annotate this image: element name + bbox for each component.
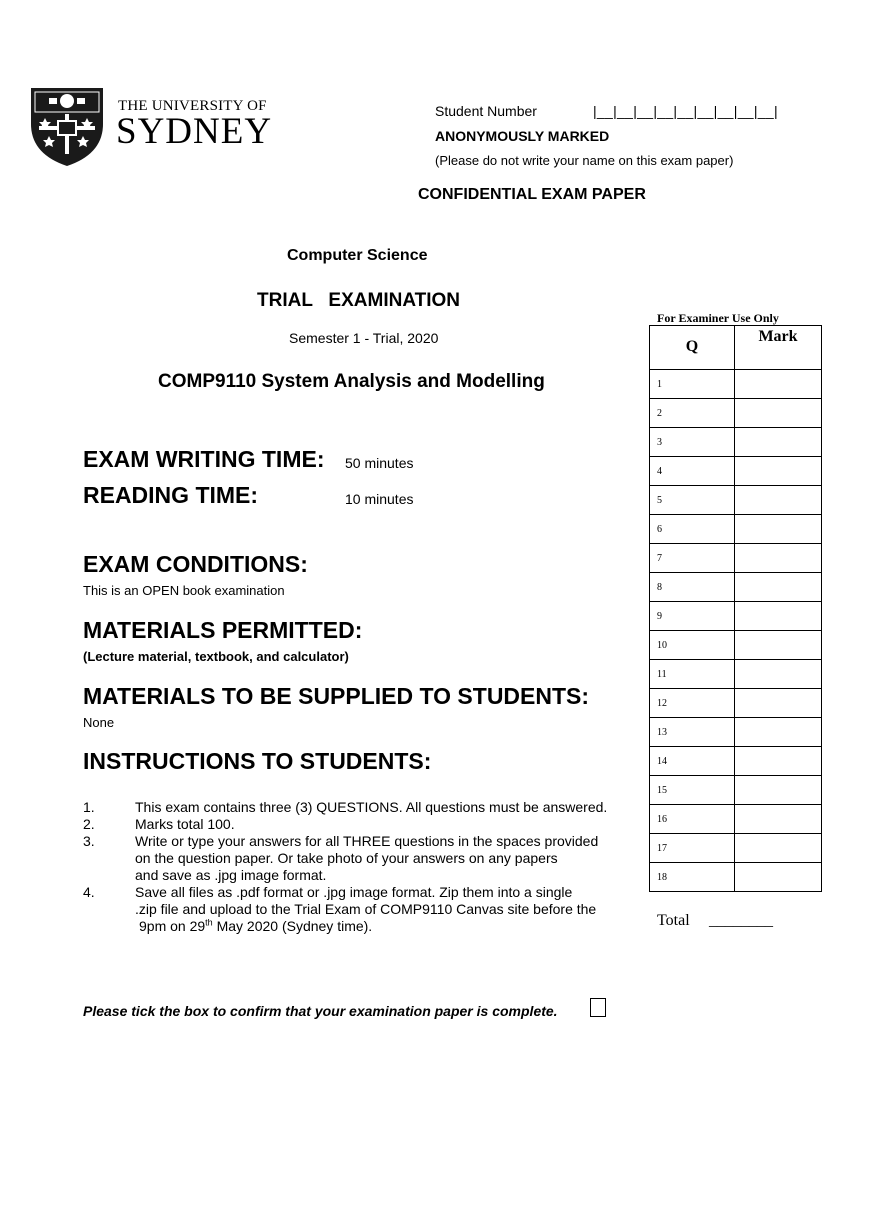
instruction-number: 3. [83,833,95,849]
question-number-cell: 16 [650,805,735,834]
instruction-number: 1. [83,799,95,815]
mark-cell[interactable] [735,602,822,631]
materials-permitted-heading: MATERIALS PERMITTED: [83,617,363,643]
mark-cell[interactable] [735,486,822,515]
mark-cell[interactable] [735,631,822,660]
table-row [650,428,822,457]
writing-time-value: 50 minutes [345,455,414,471]
instruction-line: and save as .jpg image format. [135,867,327,883]
conditions-text: This is an OPEN book examination [83,583,285,598]
logo-line-1: THE UNIVERSITY OF [118,98,267,114]
mark-cell[interactable] [735,863,822,892]
mark-cell[interactable] [735,370,822,399]
question-number-cell: 1 [650,370,735,399]
reading-time-label: READING TIME: [83,482,259,508]
deadline-post: May 2020 (Sydney time). [212,918,373,934]
table-row [650,544,822,573]
question-number-cell: 3 [650,428,735,457]
mark-cell[interactable] [735,399,822,428]
mark-cell[interactable] [735,776,822,805]
question-number-cell: 11 [650,660,735,689]
table-row [650,370,822,399]
instruction-line: on the question paper. Or take photo of your answers on any papers [135,850,558,866]
mark-cell[interactable] [735,515,822,544]
table-row [650,863,822,892]
question-number-cell: 6 [650,515,735,544]
mark-cell[interactable] [735,747,822,776]
mark-cell[interactable] [735,544,822,573]
total-blank[interactable]: ________ [709,912,773,929]
university-logo [27,84,273,168]
table-row [650,399,822,428]
table-row [650,602,822,631]
instruction-item [83,799,607,816]
student-number-label: Student Number [435,103,537,119]
exam-type: TRIAL EXAMINATION [257,290,461,311]
mark-cell[interactable] [735,428,822,457]
instruction-line: This exam contains three (3) QUESTIONS. All questions must be answered. [135,799,608,815]
logo-line-2: SYDNEY [116,111,273,152]
instruction-item [83,816,607,833]
table-row [650,457,822,486]
question-number-cell: 14 [650,747,735,776]
instruction-line [135,918,607,935]
mark-cell[interactable] [735,834,822,863]
table-row [650,689,822,718]
instruction-line: Save all files as .pdf format or .jpg image format. Zip them into a single [135,884,573,900]
mark-cell[interactable] [735,660,822,689]
confirm-text: Please tick the box to confirm that your examination paper is complete. [83,1003,558,1019]
examiner-caption: For Examiner Use Only [657,311,779,325]
mark-cell[interactable] [735,689,822,718]
total-label: Total [657,912,690,929]
table-row [650,834,822,863]
mark-cell[interactable] [735,718,822,747]
question-number-cell: 7 [650,544,735,573]
question-number-cell: 10 [650,631,735,660]
question-number-cell: 9 [650,602,735,631]
course-title: COMP9110 System Analysis and Modelling [158,371,545,392]
semester: Semester 1 - Trial, 2020 [289,330,439,346]
mark-cell[interactable] [735,573,822,602]
materials-permitted-text: (Lecture material, textbook, and calculator) [83,649,349,664]
anonymous-note: (Please do not write your name on this exam paper) [435,153,734,168]
question-number-cell: 18 [650,863,735,892]
instruction-line: .zip file and upload to the Trial Exam of COMP9110 Canvas site before the [135,901,597,917]
table-row [650,747,822,776]
mark-cell[interactable] [735,457,822,486]
materials-supplied-text: None [83,715,115,730]
deadline-sup: th [205,917,213,928]
column-header-q: Q [650,326,735,370]
anonymously-marked-label: ANONYMOUSLY MARKED [435,128,610,144]
question-number-cell: 8 [650,573,735,602]
table-header-row [650,326,822,370]
instructions-heading: INSTRUCTIONS TO STUDENTS: [83,748,432,774]
table-row [650,631,822,660]
instruction-number: 2. [83,816,95,832]
instruction-line: Marks total 100. [135,816,235,832]
table-row [650,660,822,689]
table-row [650,573,822,602]
writing-time-label: EXAM WRITING TIME: [83,446,325,472]
question-number-cell: 12 [650,689,735,718]
table-row [650,718,822,747]
instruction-item [83,884,607,935]
instruction-line: Write or type your answers for all THREE questions in the spaces provided [135,833,599,849]
question-number-cell: 4 [650,457,735,486]
instruction-number: 4. [83,884,95,900]
mark-cell[interactable] [735,805,822,834]
instruction-item [83,833,607,884]
column-header-mark: Mark [735,326,822,370]
question-number-cell: 5 [650,486,735,515]
department: Computer Science [287,247,428,264]
question-number-cell: 2 [650,399,735,428]
confidential-heading: CONFIDENTIAL EXAM PAPER [418,186,646,203]
student-number-boxes[interactable]: |__|__|__|__|__|__|__|__|__| [593,103,778,119]
conditions-heading: EXAM CONDITIONS: [83,551,308,577]
materials-supplied-heading: MATERIALS TO BE SUPPLIED TO STUDENTS: [83,683,590,709]
question-number-cell: 15 [650,776,735,805]
completion-checkbox[interactable] [590,998,606,1017]
reading-time-value: 10 minutes [345,491,414,507]
deadline-pre: 9pm on 29 [139,918,206,934]
instructions-list [83,799,607,935]
question-number-cell: 17 [650,834,735,863]
question-number-cell: 13 [650,718,735,747]
university-crest-icon [27,84,107,168]
table-row [650,805,822,834]
table-row [650,515,822,544]
examiner-marks-table [649,325,822,892]
table-row [650,486,822,515]
table-row [650,776,822,805]
